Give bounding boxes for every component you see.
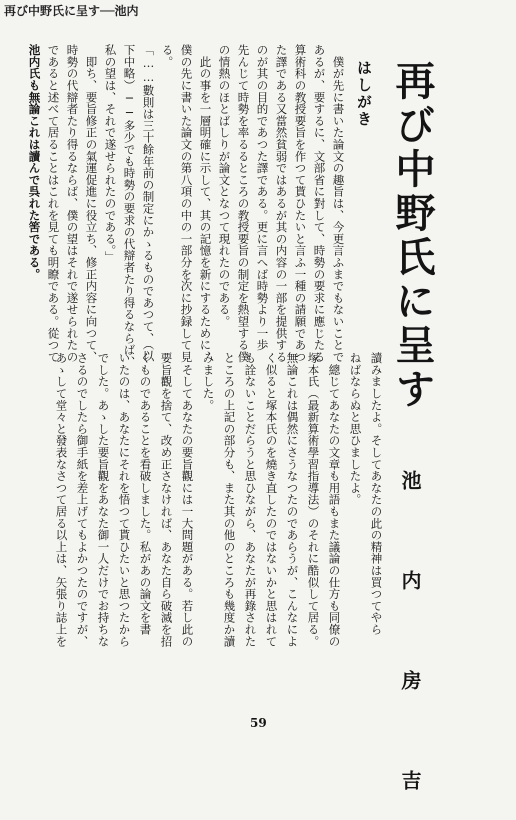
text-column: 僕が先に書いた論文の趣旨は、今更言ふまでもないことで [331,44,346,363]
text-column: であると述べて居ることはこれを見ても明瞭である。從つて [46,44,61,363]
text-column: 先んじて時勢を率るるところの教授要旨の制定を熱望する僕 [236,44,251,363]
text-column: 私の望は、それで遂せられたのである。」 [103,44,118,263]
text-column: 下中略）──多少でも時勢の要求の代辯者たり得るならば、 [122,44,137,368]
text-column: 「……數則は三十餘年前の制定にかゝるものであつて、（以 [141,44,156,362]
text-column: も詮ないことだらうと思ひながら、あなたが再錄された [243,352,258,647]
text-column: た譯である又當然貧弱ではあるが其の内容の一部を提供する [274,44,289,363]
text-column: ねばならぬと思ひましたよ。 [348,352,363,506]
text-column: いたのは、あなたにそれを悟つて貰ひたいと思つたから [117,352,132,647]
text-column: 時勢の代辯者たり得るならば、僕の望はそれで遂せられたの [65,44,80,363]
text-column: 即ち、要旨修正の氣運促進に役立ち、修正内容に向つて、 [84,44,99,363]
text-column: 算術科の教授要旨を作つて貰ひたいと言ふ一種の請願であつ [293,44,308,363]
text-column: でした。あゝした要旨觀をあなた御一人だけでお持ちな [96,352,111,647]
text-column: ところの上記の部分も、また其の他のところも幾度か讀 [222,352,237,647]
text-column: あゝして堂々と發表なさつて居る以上は、矢張り誌上を [54,352,69,647]
text-column: 讀みましたよ。そしてあなたの此の精神は買つてやら [369,352,384,636]
text-column: あるが、要するに、文部省に對して、時勢の要求に應じたる [312,44,327,363]
section-heading: はしがき [355,60,373,128]
author-name: 池 内 房 吉 [398,470,422,820]
text-column: く似ると塚本氏のを燒き直したのではないかと思はれて [264,352,279,647]
text-column: そしてあなたの要旨觀には一大問題がある。若し此の [180,352,195,647]
text-column: 此の事を一層明確に示して、其の記憶を新にするために、 [198,44,213,363]
text-column: 塚本氏（最新算術學習指導法）のそれに酷似して居る。 [306,352,321,647]
text-column: くものであることを看破しました。私があの論文を書 [138,352,153,636]
text-column: 僕の先に書いた論文の第八項の中の一部分を次に抄録して見 [179,44,194,363]
text-column: のが其の目的であつた譯である。更に言へば時勢より一歩 [255,44,270,351]
text-column: さるのでしたら御手紙を差上げてもよかつたのですが、 [75,352,90,647]
bold-text-column: 池内氏も無論これは讀んで呉れた筈である。 [27,44,42,280]
running-head: 再び中野氏に呈す──池内 [4,4,139,18]
page-number: 59 [250,716,267,730]
text-column: 無論これは偶然にさうなつたのであらうが、こんなによ [285,352,300,647]
text-column: 總じてあなたの文章も用語もまた議論の仕方も同僚の [327,352,342,647]
article-title: 再び中野氏に呈す [389,60,436,412]
text-column: 要旨觀を捨て、改め正さなければ、あなた自ら破滅を招 [159,352,174,647]
text-column: の情熱のほとばしりが論文となつて現れたのである。 [217,44,232,328]
text-column: みました。 [201,352,216,411]
text-column: る。 [160,44,175,68]
